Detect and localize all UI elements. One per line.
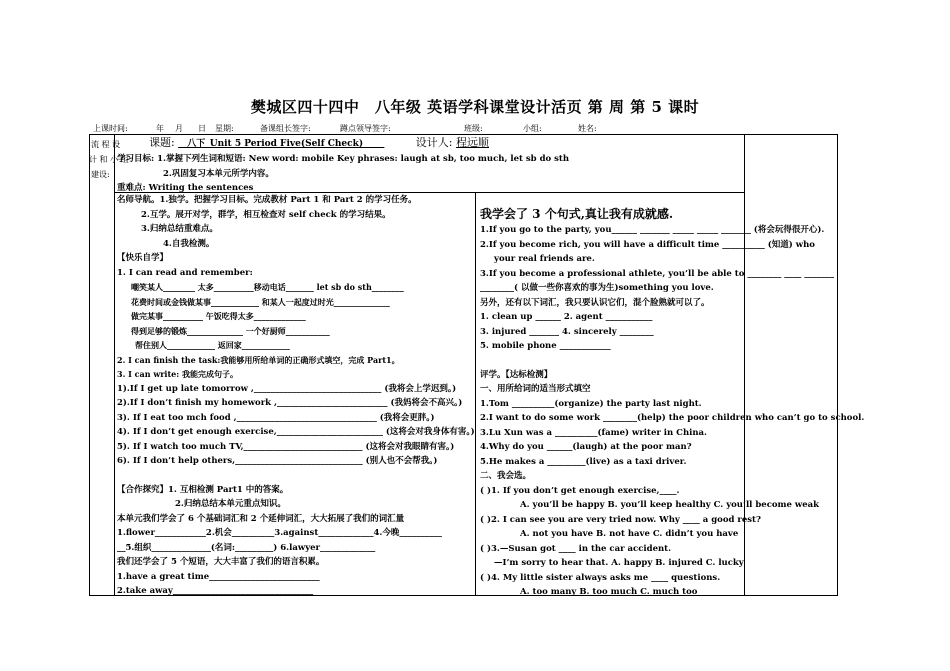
vocab-line: 做完某事__________ 午饭吃得太多_____________ <box>131 311 306 321</box>
coop-line: __5.组织______________(名词:_________) 6.lawyer_____________ <box>117 542 376 553</box>
extra-vocab-line: 3. injured _______ 4. sincerely ________ <box>480 326 654 337</box>
nav-line: 3.归纳总结重难点。 <box>141 224 218 234</box>
name-label: 姓名: <box>578 124 597 133</box>
task-line: 2. I can finish the task:我能够用所给单词的正确形式填空，完成 Part1。 <box>117 354 400 365</box>
extra-vocab-line: 5. mobile phone ____________ <box>480 341 611 351</box>
designer-label: 设计人: <box>415 136 453 149</box>
column-divider <box>475 192 476 595</box>
side-label-line: 建设: <box>91 170 110 179</box>
writing-line: 6). If I don’t help others,______________________________ (别人也不会帮我。) <box>117 456 438 466</box>
year-label: 年 <box>156 124 164 133</box>
topic-label: 课题: <box>149 136 175 149</box>
learning-goal-2: 2.巩固复习本单元所学内容。 <box>163 168 274 179</box>
pattern-line: ________( 以做一些你喜欢的事为生)something you love. <box>480 283 714 293</box>
side-divider <box>114 134 115 595</box>
nav-line: 4.自我检测。 <box>163 238 215 249</box>
key-points: 重难点: Writing the sentences <box>117 183 254 193</box>
weekday-label: 星期: <box>215 124 234 133</box>
nav-line: 2.互学。展开对学，群学，相互检查对 self check 的学习结果。 <box>141 209 391 220</box>
right-divider <box>744 134 745 595</box>
coop-line: 2.take away_________________________________ <box>117 586 314 596</box>
vocab-line: 花费时间或金钱做某事____________ 和某人一起度过时光______________ <box>131 296 390 307</box>
pattern-line: 3.If you become a professional athlete, you’ll be able to ________ ____ _______ <box>480 268 834 279</box>
exercise-line: 5.He makes a _________(live) as a taxi driver. <box>480 456 687 467</box>
side-label <box>89 137 129 182</box>
writing-line: 3). If I eat too mch food ,_________________________________ (我将会更胖。) <box>117 412 435 423</box>
topic-value: __八下_Unit 5 Period Five(Self Check) ____ <box>178 139 385 149</box>
choice-question: ( )3.—Susan got ____ in the car accident. <box>480 543 672 554</box>
writing-line: 2).If I don’t finish my homework ,__________________________ (我妈将会不高兴。) <box>117 398 463 408</box>
pattern-line: your real friends are. <box>494 254 595 264</box>
writing-line: 5). If I watch too much TV,____________________________ (这将会对我眼睛有害。) <box>117 441 455 452</box>
supervisor-sign-label: 蹲点领导签字: <box>340 124 391 133</box>
task-line: 3. I can write: 我能完成句子。 <box>117 369 238 379</box>
exercise-line: 4.Why do you ______(laugh) at the poor man? <box>480 442 692 452</box>
right-column <box>480 206 865 600</box>
side-label-line: 流 程 设 <box>91 140 121 149</box>
left-column <box>117 193 473 599</box>
achievement-heading: 我学会了 3 个句式,真让我有成就感. <box>480 207 674 221</box>
choice-options: A. not you have B. not have C. didn’t you have <box>520 529 739 539</box>
group-label: 小组: <box>523 124 542 133</box>
writing-line: 1).If I get up late tomorrow ,______________________________ (我将会上学迟到。) <box>117 383 457 394</box>
exercise-line: 1.Tom __________(organize) the party last night. <box>480 398 702 409</box>
writing-line: 4). If I don’t get enough exercise,_________________________ (这将会对我身体有害。) <box>117 427 475 437</box>
coop-line: 2.归纳总结本单元重点知识。 <box>175 499 286 509</box>
coop-line: 1.flower____________2.机会__________3.against_____________4.今晚__________ <box>117 528 442 538</box>
class-label: 班级: <box>464 124 483 133</box>
choice-question: ( )4. My little sister always asks me ____ questions. <box>480 572 721 583</box>
choice-options: A. too many B. too much C. much too <box>520 587 698 597</box>
vocab-line: 嘲笑某人________ 太多__________移动电话_______ let sb do sth________ <box>131 282 404 292</box>
leader-sign-label: 备课组长签字: <box>260 124 311 133</box>
exercise-line: 一、用所给词的适当形式填空 <box>480 384 591 394</box>
pattern-line: 另外，还有以下词汇，我只要认识它们，混个脸熟就可以了。 <box>480 297 710 308</box>
coop-line: 1.have a great time__________________________ <box>117 571 320 582</box>
coop-heading: 【合作探究】1. 互相检测 Part1 中的答案。 <box>117 484 289 495</box>
learning-goal-1: 学习目标: 1.掌握下列生词和短语: New word: mobile Key phrases: laugh at sb, too much, let sb do sth <box>117 154 570 164</box>
page-title: 樊城区四十四中 八年级 英语学科课堂设计活页 第 周 第 5 课时 <box>250 98 700 116</box>
class-time-label: 上课时间: <box>93 124 128 133</box>
designer-name: 程远顺 <box>456 136 489 149</box>
choice-options: —I’m sorry to hear that. A. happy B. injured C. lucky <box>494 558 744 568</box>
side-label-line: 计 和 小 组 <box>89 155 129 164</box>
exercise-line: 二、我会选。 <box>480 471 532 481</box>
extra-vocab-line: 1. clean up ______ 2. agent ___________ <box>480 312 653 322</box>
choice-question: ( )1. If you don’t get enough exercise,____. <box>480 485 680 496</box>
month-label: 月 <box>175 124 183 133</box>
coop-line: 本单元我们学会了 6 个基础词汇和 2 个延伸词汇，大大拓展了我们的词汇量 <box>117 513 405 524</box>
vocab-line: 得到足够的锻炼______________ 一个好厨师___________ <box>131 325 330 336</box>
task-line: 1. I can read and remember: <box>117 267 253 278</box>
choice-options: A. you’ll be happy B. you’ll keep healthy C. you’ll become weak <box>520 500 820 510</box>
pattern-line: 2.If you become rich, you will have a difficult time __________ (知道) who <box>480 239 815 250</box>
coop-line: 我们还学会了 5 个短语，大大丰富了我们的语言积累。 <box>117 557 325 567</box>
vocab-line: 帮住别人____________ 返回家____________ <box>135 340 290 350</box>
evaluation-heading: 评学。【达标检测】 <box>480 369 553 380</box>
day-label: 日 <box>198 124 206 133</box>
exercise-line: 2.I want to do some work ________(help) the poor children who can’t go to school. <box>480 413 865 423</box>
pattern-line: 1.If you go to the party, you______ _______ _____ _____ _______ (将会玩得很开心). <box>480 225 825 235</box>
lesson-header <box>117 135 569 196</box>
choice-question: ( )2. I can see you are very tried now. Why ____ a good rest? <box>480 514 761 525</box>
section-heading: 【快乐自学】 <box>117 253 169 263</box>
exercise-line: 3.Lu Xun was a __________(fame) writer in China. <box>480 427 707 438</box>
nav-line: 名师导航。1.独学。把握学习目标。完成教材 Part 1 和 Part 2 的学习任务。 <box>117 195 417 205</box>
